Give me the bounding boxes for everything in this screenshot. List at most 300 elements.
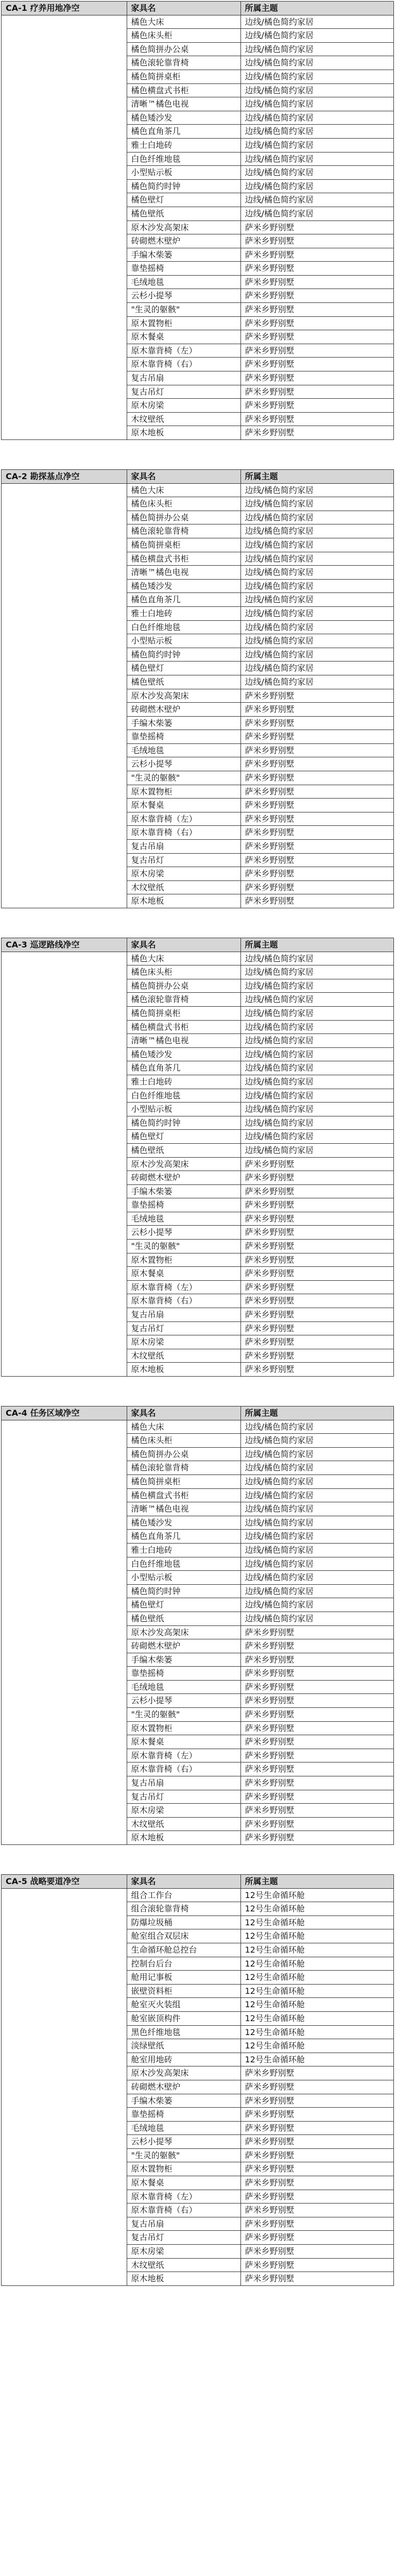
furniture-name-cell: 复古吊扇: [127, 1776, 240, 1790]
theme-cell: 萨米乡野别墅: [240, 2245, 393, 2259]
theme-cell: 12号生命循环舱: [240, 1902, 393, 1916]
table-row: [2, 2162, 393, 2176]
section-label-spacer: [2, 1612, 127, 1625]
furniture-table: [2, 938, 393, 1376]
section-label-spacer: [2, 1721, 127, 1735]
theme-cell: 萨米乡野别墅: [240, 303, 393, 317]
theme-cell: 边线/橘色简约家居: [240, 1488, 393, 1502]
table-row: [2, 412, 393, 426]
furniture-name-cell: 黑色纤维地毯: [127, 2025, 240, 2039]
furniture-name-cell: 原木沙发高架床: [127, 221, 240, 234]
table-row: [2, 1516, 393, 1530]
theme-cell: 边线/橘色简约家居: [240, 83, 393, 97]
theme-cell: 萨米乡野别墅: [240, 785, 393, 799]
section-label-spacer: [2, 2108, 127, 2122]
furniture-name-cell: 手编木柴篓: [127, 2094, 240, 2108]
furniture-name-cell: 橘色简拼桌柜: [127, 1006, 240, 1020]
section-label-spacer: [2, 965, 127, 979]
section-label-spacer: [2, 2121, 127, 2135]
theme-cell: 边线/橘色简约家居: [240, 97, 393, 111]
table-row: [2, 385, 393, 399]
table-row: [2, 2135, 393, 2149]
furniture-name-cell: 原木沙发高架床: [127, 2066, 240, 2080]
furniture-name-cell: 小型贴示板: [127, 634, 240, 648]
furniture-name-cell: 橘色壁纸: [127, 207, 240, 221]
furniture-name-cell: 橘色简拼桌柜: [127, 1475, 240, 1488]
furniture-name-cell: 原木房梁: [127, 2245, 240, 2259]
theme-cell: 边线/橘色简约家居: [240, 1006, 393, 1020]
furniture-name-cell: 橘色直角茶几: [127, 125, 240, 139]
table-row: [2, 70, 393, 83]
theme-cell: 萨米乡野别墅: [240, 2204, 393, 2217]
theme-cell: 萨米乡野别墅: [240, 234, 393, 248]
table-row: [2, 83, 393, 97]
section-title: CA-1 疗养用地净空: [2, 2, 127, 15]
section-label-spacer: [2, 552, 127, 566]
theme-cell: 边线/橘色简约家居: [240, 1461, 393, 1475]
furniture-name-cell: 原木沙发高架床: [127, 1625, 240, 1639]
theme-cell: 12号生命循环舱: [240, 1916, 393, 1929]
table-row: [2, 371, 393, 385]
theme-cell: 萨米乡野别墅: [240, 2121, 393, 2135]
table-row: [2, 2011, 393, 2025]
furniture-name-cell: 舱室灭火装组: [127, 1998, 240, 2012]
furniture-name-cell: 云杉小提琴: [127, 1226, 240, 1240]
section-label-spacer: [2, 1198, 127, 1212]
table-row: [2, 1475, 393, 1488]
table-row: [2, 358, 393, 371]
section-label-spacer: [2, 1116, 127, 1130]
theme-cell: 边线/橘色简约家居: [240, 593, 393, 607]
table-row: [2, 1584, 393, 1598]
furniture-name-cell: 原木餐桌: [127, 2176, 240, 2190]
table-row: [2, 1157, 393, 1171]
section-label-spacer: [2, 15, 127, 29]
furniture-name-cell: 靠垫摇椅: [127, 2108, 240, 2122]
table-row: [2, 867, 393, 881]
section-label-spacer: [2, 2217, 127, 2231]
section-label-spacer: [2, 1831, 127, 1844]
furniture-name-cell: 橘色简拼办公桌: [127, 42, 240, 56]
theme-cell: 萨米乡野别墅: [240, 1198, 393, 1212]
table-row: [2, 262, 393, 276]
furniture-name-cell: 原木地板: [127, 1831, 240, 1844]
table-row: [2, 1420, 393, 1434]
table-row: [2, 1103, 393, 1116]
column-header-name: 家具名: [127, 470, 240, 483]
section-label-spacer: [2, 412, 127, 426]
theme-cell: 边线/橘色简约家居: [240, 511, 393, 524]
table-row: [2, 1335, 393, 1349]
table-row: [2, 1916, 393, 1929]
theme-cell: 萨米乡野别墅: [240, 1308, 393, 1322]
furniture-name-cell: 橘色床头柜: [127, 965, 240, 979]
section-label-spacer: [2, 1653, 127, 1667]
table-row: [2, 15, 393, 29]
theme-cell: 萨米乡野别墅: [240, 1625, 393, 1639]
table-row: [2, 330, 393, 344]
table-row: [2, 1639, 393, 1653]
table-row: [2, 880, 393, 894]
table-row: [2, 662, 393, 675]
theme-cell: 边线/橘色简约家居: [240, 1557, 393, 1571]
section-label-spacer: [2, 2148, 127, 2162]
theme-cell: 边线/橘色简约家居: [240, 152, 393, 166]
section-label-spacer: [2, 1516, 127, 1530]
theme-cell: 边线/橘色简约家居: [240, 70, 393, 83]
table-row: [2, 1434, 393, 1448]
theme-cell: 萨米乡野别墅: [240, 894, 393, 908]
table-row: [2, 1253, 393, 1267]
furniture-name-cell: 砖砌燃木壁炉: [127, 2080, 240, 2094]
section-label-spacer: [2, 2066, 127, 2080]
section-label-spacer: [2, 812, 127, 826]
furniture-name-cell: 生命循环舱总控台: [127, 1943, 240, 1957]
theme-cell: 萨米乡野别墅: [240, 2176, 393, 2190]
table-row: [2, 1762, 393, 1776]
section-label-spacer: [2, 2190, 127, 2204]
section-label-spacer: [2, 675, 127, 689]
furniture-name-cell: 淡绿壁纸: [127, 2039, 240, 2053]
theme-cell: 边线/橘色简约家居: [240, 42, 393, 56]
furniture-name-cell: 橘色大床: [127, 483, 240, 497]
furniture-name-cell: 木纹壁纸: [127, 412, 240, 426]
table-row: [2, 799, 393, 812]
furniture-name-cell: 组合滚轮靠背椅: [127, 1902, 240, 1916]
furniture-name-cell: 橘色壁灯: [127, 1598, 240, 1612]
table-row: [2, 1143, 393, 1157]
table-row: [2, 1034, 393, 1048]
table-row: [2, 1804, 393, 1818]
theme-cell: 边线/橘色简约家居: [240, 566, 393, 580]
table-row: [2, 1198, 393, 1212]
furniture-name-cell: 云杉小提琴: [127, 2135, 240, 2149]
table-row: [2, 1184, 393, 1198]
section-label-spacer: [2, 1694, 127, 1708]
theme-cell: 边线/橘色简约家居: [240, 1130, 393, 1144]
table-row: [2, 1817, 393, 1831]
table-row: [2, 275, 393, 289]
furniture-name-cell: 原木靠背椅（右）: [127, 2204, 240, 2217]
section-label-spacer: [2, 2258, 127, 2272]
theme-cell: 边线/橘色简约家居: [240, 1571, 393, 1585]
theme-cell: 萨米乡野别墅: [240, 385, 393, 399]
theme-cell: 边线/橘色简约家居: [240, 1584, 393, 1598]
table-row: [2, 853, 393, 867]
theme-cell: 边线/橘色简约家居: [240, 979, 393, 993]
section-label-spacer: [2, 1667, 127, 1681]
section-label-spacer: [2, 70, 127, 83]
section-label-spacer: [2, 2094, 127, 2108]
theme-cell: 萨米乡野别墅: [240, 1335, 393, 1349]
furniture-name-cell: 靠垫摇椅: [127, 1198, 240, 1212]
table-row: [2, 1831, 393, 1844]
section-label-spacer: [2, 1475, 127, 1488]
theme-cell: 边线/橘色简约家居: [240, 1089, 393, 1103]
section-label-spacer: [2, 303, 127, 317]
theme-cell: 萨米乡野别墅: [240, 2190, 393, 2204]
furniture-name-cell: 毛绒地毯: [127, 743, 240, 757]
theme-cell: 萨米乡野别墅: [240, 1267, 393, 1281]
table-row: [2, 993, 393, 1007]
section-label-spacer: [2, 138, 127, 152]
furniture-name-cell: 毛绒地毯: [127, 275, 240, 289]
section-label-spacer: [2, 483, 127, 497]
furniture-name-cell: 橘色简拼办公桌: [127, 511, 240, 524]
furniture-name-cell: 复古吊灯: [127, 853, 240, 867]
furniture-name-cell: 橘色壁灯: [127, 1130, 240, 1144]
theme-cell: 12号生命循环舱: [240, 1971, 393, 1985]
furniture-name-cell: 原木靠背椅（左）: [127, 2190, 240, 2204]
furniture-name-cell: 橘色横盘式书柜: [127, 1020, 240, 1034]
furniture-name-cell: 橘色大床: [127, 1420, 240, 1434]
theme-cell: 萨米乡野别墅: [240, 2272, 393, 2285]
theme-cell: 边线/橘色简约家居: [240, 1434, 393, 1448]
furniture-name-cell: 雅士白地砖: [127, 1075, 240, 1089]
section-label-spacer: [2, 1817, 127, 1831]
theme-cell: 萨米乡野别墅: [240, 412, 393, 426]
table-row: [2, 1957, 393, 1971]
furniture-name-cell: 原木置物柜: [127, 316, 240, 330]
theme-cell: 萨米乡野别墅: [240, 371, 393, 385]
section-label-spacer: [2, 1157, 127, 1171]
theme-cell: 萨米乡野别墅: [240, 771, 393, 785]
furniture-name-cell: 原木房梁: [127, 1335, 240, 1349]
theme-cell: 萨米乡野别墅: [240, 426, 393, 439]
section-label-spacer: [2, 743, 127, 757]
section-label-spacer: [2, 952, 127, 965]
theme-cell: 萨米乡野别墅: [240, 867, 393, 881]
theme-cell: 边线/橘色简约家居: [240, 1420, 393, 1434]
section-label-spacer: [2, 1020, 127, 1034]
theme-cell: 萨米乡野别墅: [240, 1817, 393, 1831]
section-label-spacer: [2, 1639, 127, 1653]
furniture-name-cell: 原木房梁: [127, 399, 240, 413]
table-row: [2, 1488, 393, 1502]
furniture-name-cell: 橘色矮沙发: [127, 579, 240, 593]
furniture-name-cell: 橘色大床: [127, 952, 240, 965]
section-label-spacer: [2, 1280, 127, 1294]
theme-cell: 萨米乡野别墅: [240, 2217, 393, 2231]
theme-cell: 萨米乡野别墅: [240, 262, 393, 276]
section-label-spacer: [2, 867, 127, 881]
theme-cell: 萨米乡野别墅: [240, 812, 393, 826]
theme-cell: 边线/橘色简约家居: [240, 138, 393, 152]
theme-cell: 萨米乡野别墅: [240, 358, 393, 371]
theme-cell: 萨米乡野别墅: [240, 2162, 393, 2176]
theme-cell: 边线/橘色简约家居: [240, 538, 393, 552]
section-label-spacer: [2, 524, 127, 538]
table-row: [2, 1130, 393, 1144]
table-row: [2, 2053, 393, 2066]
theme-cell: 12号生命循环舱: [240, 1929, 393, 1943]
furniture-name-cell: 靠垫摇椅: [127, 1667, 240, 1681]
section-label-spacer: [2, 330, 127, 344]
table-row: [2, 1735, 393, 1749]
theme-cell: 萨米乡野别墅: [240, 799, 393, 812]
theme-cell: 边线/橘色简约家居: [240, 29, 393, 43]
table-row: [2, 344, 393, 358]
table-row: [2, 952, 393, 965]
furniture-name-cell: 原木置物柜: [127, 1721, 240, 1735]
section-label-spacer: [2, 799, 127, 812]
theme-cell: 萨米乡野别墅: [240, 2231, 393, 2245]
furniture-name-cell: 小型贴示板: [127, 166, 240, 180]
furniture-name-cell: 橘色壁纸: [127, 1612, 240, 1625]
theme-cell: 萨米乡野别墅: [240, 399, 393, 413]
furniture-name-cell: 橘色滚轮靠背椅: [127, 1461, 240, 1475]
furniture-name-cell: 橘色简拼办公桌: [127, 1447, 240, 1461]
table-row: [2, 1929, 393, 1943]
section-label-spacer: [2, 1929, 127, 1943]
theme-cell: 边线/橘色简约家居: [240, 497, 393, 511]
theme-cell: 萨米乡野别墅: [240, 1349, 393, 1363]
section-label-spacer: [2, 1184, 127, 1198]
section-label-spacer: [2, 1240, 127, 1253]
table-row: [2, 511, 393, 524]
theme-cell: 萨米乡野别墅: [240, 1653, 393, 1667]
theme-cell: 萨米乡野别墅: [240, 757, 393, 771]
theme-cell: 边线/橘色简约家居: [240, 579, 393, 593]
table-row: [2, 1971, 393, 1985]
theme-cell: 萨米乡野别墅: [240, 703, 393, 717]
theme-cell: 萨米乡野别墅: [240, 2135, 393, 2149]
table-row: [2, 207, 393, 221]
furniture-name-cell: 雅士白地砖: [127, 138, 240, 152]
table-row: [2, 2066, 393, 2080]
section-label-spacer: [2, 2162, 127, 2176]
furniture-name-cell: 橘色简约时钟: [127, 1584, 240, 1598]
furniture-name-cell: 橘色大床: [127, 15, 240, 29]
section-label-spacer: [2, 648, 127, 662]
theme-cell: 边线/橘色简约家居: [240, 1143, 393, 1157]
section-label-spacer: [2, 1006, 127, 1020]
theme-cell: 萨米乡野别墅: [240, 1804, 393, 1818]
section-label-spacer: [2, 662, 127, 675]
furniture-name-cell: 橘色简拼桌柜: [127, 538, 240, 552]
section-label-spacer: [2, 1488, 127, 1502]
furniture-name-cell: 橘色矮沙发: [127, 111, 240, 125]
table-row: [2, 552, 393, 566]
theme-cell: 萨米乡野别墅: [240, 840, 393, 854]
section-label-spacer: [2, 1749, 127, 1762]
section-label-spacer: [2, 689, 127, 703]
section-label-spacer: [2, 42, 127, 56]
section-label-spacer: [2, 1089, 127, 1103]
furniture-name-cell: 橘色横盘式书柜: [127, 552, 240, 566]
theme-cell: 萨米乡野别墅: [240, 221, 393, 234]
table-row: [2, 2272, 393, 2285]
theme-cell: 边线/橘色简约家居: [240, 993, 393, 1007]
table-row: [2, 1116, 393, 1130]
theme-cell: 边线/橘色简约家居: [240, 552, 393, 566]
table-row: [2, 1598, 393, 1612]
furniture-name-cell: "生灵的躯骸": [127, 303, 240, 317]
table-row: [2, 606, 393, 620]
theme-cell: 萨米乡野别墅: [240, 689, 393, 703]
theme-cell: 萨米乡野别墅: [240, 1762, 393, 1776]
table-row: [2, 426, 393, 439]
section-label-spacer: [2, 1957, 127, 1971]
table-row: [2, 1006, 393, 1020]
section-label-spacer: [2, 1321, 127, 1335]
section-label-spacer: [2, 316, 127, 330]
theme-cell: 边线/橘色简约家居: [240, 207, 393, 221]
section-label-spacer: [2, 993, 127, 1007]
section-label-spacer: [2, 771, 127, 785]
furniture-name-cell: 小型贴示板: [127, 1571, 240, 1585]
furniture-name-cell: 橘色滚轮靠背椅: [127, 56, 240, 70]
section-label-spacer: [2, 826, 127, 840]
furniture-name-cell: 原木靠背椅（左）: [127, 344, 240, 358]
section-label-spacer: [2, 620, 127, 634]
table-row: [2, 234, 393, 248]
section-label-spacer: [2, 894, 127, 908]
table-row: [2, 1943, 393, 1957]
section-label-spacer: [2, 125, 127, 139]
section-label-spacer: [2, 426, 127, 439]
furniture-name-cell: 复古吊扇: [127, 840, 240, 854]
column-header-name: 家具名: [127, 1875, 240, 1888]
furniture-name-cell: 白色纤维地毯: [127, 620, 240, 634]
table-header-row: [2, 938, 393, 952]
section-label-spacer: [2, 634, 127, 648]
table-row: [2, 1557, 393, 1571]
section-label-spacer: [2, 1267, 127, 1281]
furniture-name-cell: 砖砌燃木壁炉: [127, 234, 240, 248]
section-label-spacer: [2, 1502, 127, 1516]
furniture-name-cell: 组合工作台: [127, 1888, 240, 1902]
section-label-spacer: [2, 511, 127, 524]
section-label-spacer: [2, 385, 127, 399]
theme-cell: 边线/橘色简约家居: [240, 1598, 393, 1612]
table-row: [2, 1267, 393, 1281]
section-title: CA-4 任务区域净空: [2, 1406, 127, 1420]
section-label-spacer: [2, 785, 127, 799]
theme-cell: 边线/橘色简约家居: [240, 56, 393, 70]
table-header-row: [2, 470, 393, 483]
table-row: [2, 675, 393, 689]
furniture-name-cell: 橘色床头柜: [127, 1434, 240, 1448]
theme-cell: 萨米乡野别墅: [240, 1294, 393, 1308]
section-label-spacer: [2, 2039, 127, 2053]
furniture-name-cell: 橘色直角茶几: [127, 1061, 240, 1075]
section-label-spacer: [2, 1294, 127, 1308]
section-label-spacer: [2, 152, 127, 166]
furniture-name-cell: 复古吊扇: [127, 1308, 240, 1322]
furniture-name-cell: 控制台后台: [127, 1957, 240, 1971]
furniture-name-cell: 嵌壁资料柜: [127, 1984, 240, 1998]
section-label-spacer: [2, 371, 127, 385]
table-row: [2, 1447, 393, 1461]
furniture-name-cell: "生灵的躯骸": [127, 1240, 240, 1253]
furniture-name-cell: 复古吊灯: [127, 385, 240, 399]
table-row: [2, 289, 393, 303]
theme-cell: 萨米乡野别墅: [240, 1321, 393, 1335]
furniture-name-cell: 毛绒地毯: [127, 2121, 240, 2135]
furniture-name-cell: 原木房梁: [127, 867, 240, 881]
section-label-spacer: [2, 853, 127, 867]
table-row: [2, 812, 393, 826]
section-label-spacer: [2, 275, 127, 289]
theme-cell: 边线/橘色简约家居: [240, 111, 393, 125]
theme-cell: 边线/橘色简约家居: [240, 675, 393, 689]
table-row: [2, 716, 393, 730]
section-label-spacer: [2, 1902, 127, 1916]
table-row: [2, 111, 393, 125]
theme-cell: 边线/橘色简约家居: [240, 1047, 393, 1061]
section-label-spacer: [2, 1598, 127, 1612]
